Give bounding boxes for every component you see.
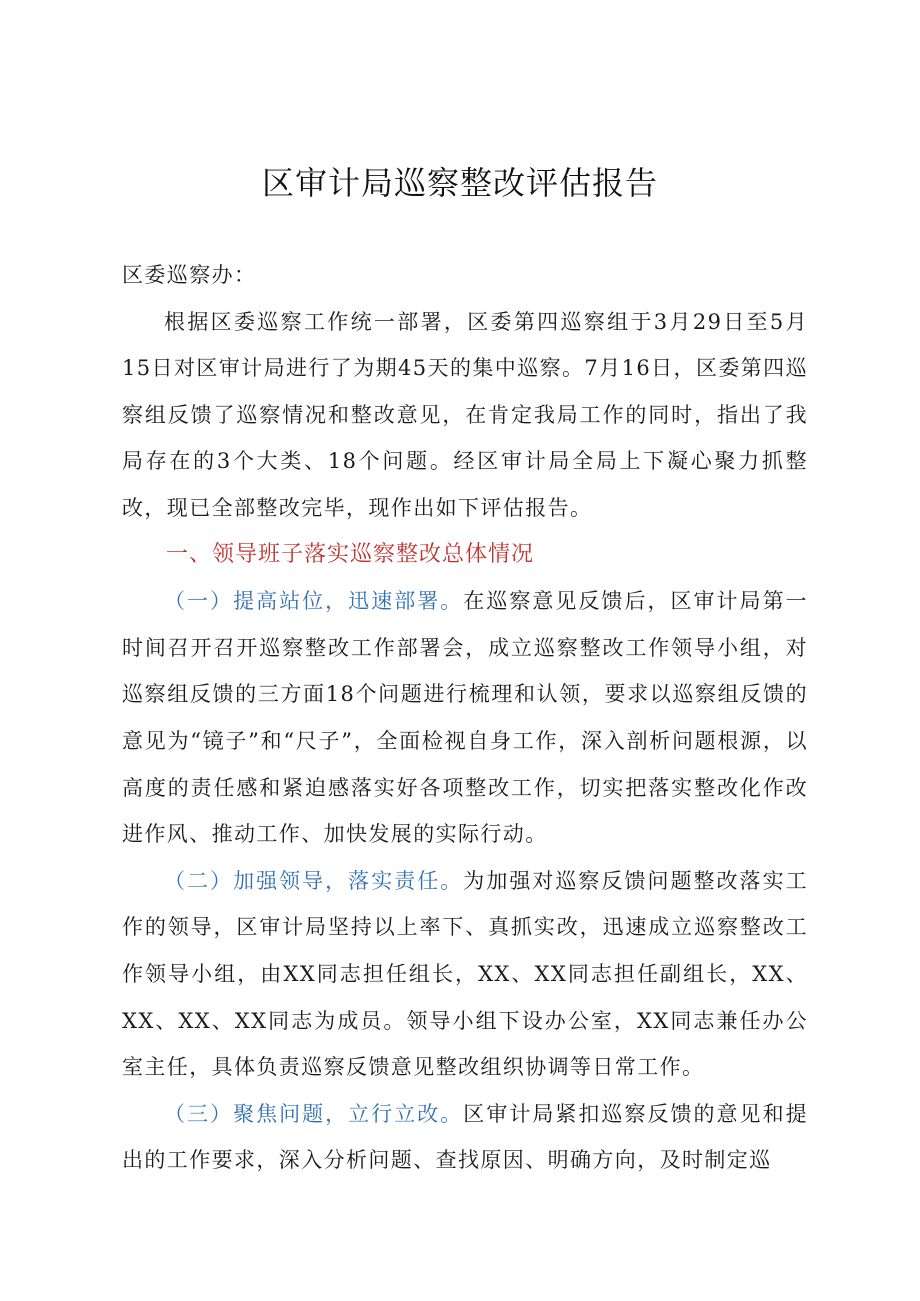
item-label: （一）提高站位，迅速部署。 bbox=[164, 589, 464, 614]
document-body bbox=[122, 252, 808, 1184]
document-title: 区审计局巡察整改评估报告 bbox=[261, 164, 658, 202]
item-text: 在巡察意见反馈后，区审计局第一时间召开召开巡察整改工作部署会，成立巡察整改工作领导小组，对巡察组反馈的三方面18个问题进行梳理和认领，要求以巡察组反馈的意见为“镜子”和“尺子”，全面检视自身工作，深入剖析问题根源，以高度的责任感和紧迫感落实好各项整改工作，切实把落实整改化作改进作风、推动工作、加快发展的实际行动。 bbox=[122, 589, 809, 847]
item-paragraph-1 bbox=[122, 578, 808, 858]
item-paragraph-2 bbox=[122, 858, 808, 1091]
item-text: 区审计局紧扣巡察反馈的意见和提出的工作要求，深入分析问题、查找原因、明确方向，及时制定巡 bbox=[122, 1101, 809, 1173]
item-label: （二）加强领导，落实责任。 bbox=[164, 868, 464, 893]
item-label: （三）聚焦问题，立行立改。 bbox=[164, 1101, 464, 1126]
section-heading: 一、领导班子落实巡察整改总体情况 bbox=[166, 541, 535, 567]
item-paragraph-3 bbox=[122, 1091, 808, 1184]
item-text: 为加强对巡察反馈问题整改落实工作的领导，区审计局坚持以上率下、真抓实改，迅速成立巡察整改工作领导小组，由XX同志担任组长，XX、XX同志担任副组长，XX、XX、XX、XX同志为成员。领导小组下设办公室，XX同志兼任办公室主任，具体负责巡察反馈意见整改组织协调等日常工作。 bbox=[122, 868, 809, 1080]
salutation: 区委巡察办： bbox=[122, 263, 257, 287]
intro-paragraph: 根据区委巡察工作统一部署，区委第四巡察组于3月29日至5月15日对区审计局进行了为期45天的集中巡察。7月16日，区委第四巡察组反馈了巡察情况和整改意见，在肯定我局工作的同时，指出了我局存在的3个大类、18个问题。经区审计局全局上下凝心聚力抓整改，现已全部整改完毕，现作出如下评估报告。 bbox=[122, 309, 808, 520]
